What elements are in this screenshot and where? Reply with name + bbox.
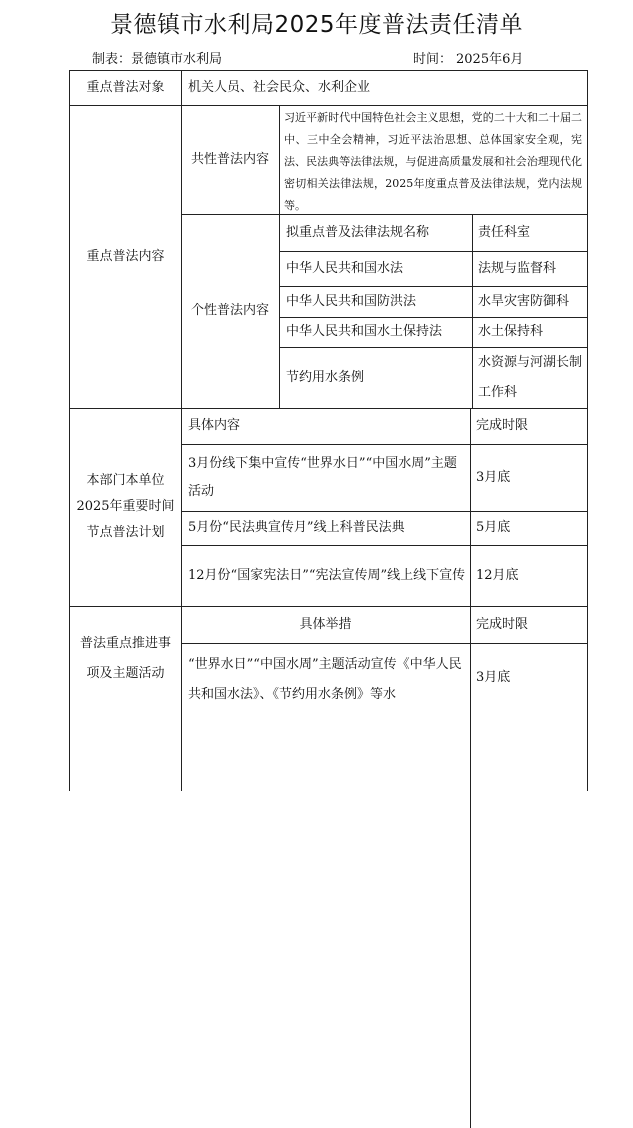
law-name: 中华人民共和国防洪法 bbox=[286, 293, 417, 309]
maker-value: 景德镇市水利局 bbox=[131, 52, 223, 67]
column-divider bbox=[472, 214, 473, 408]
targets-label: 重点普法对象 bbox=[86, 80, 165, 95]
row-divider bbox=[181, 643, 587, 644]
office-header: 责任科室 bbox=[478, 224, 531, 240]
content-label: 重点普法内容 bbox=[86, 248, 165, 264]
targets-value: 机关人员、社会民众、水利企业 bbox=[188, 80, 371, 95]
common-content-text: 习近平新时代中国特色社会主义思想，党的二十大和二十届二中、三中全会精神，习近平法治思想、总体国家安全观，宪法、民法典等法律法规，与促进高质量发展和社会治理现代化密切相关法律法规，2025年度重点普及法律法规，党内法规等。 bbox=[284, 111, 582, 212]
law-name: 节约用水条例 bbox=[286, 369, 365, 385]
column-divider bbox=[470, 408, 471, 1128]
plan-label: 本部门本单位2025年重要时间节点普法计划 bbox=[76, 473, 175, 540]
plan-item-deadline: 12月底 bbox=[476, 567, 519, 583]
law-office: 水旱灾害防御科 bbox=[478, 293, 570, 309]
law-name: 中华人民共和国水法 bbox=[286, 260, 404, 276]
measures-deadline-header: 完成时限 bbox=[476, 616, 529, 632]
time-value: 2025年6月 bbox=[456, 52, 524, 67]
time-label: 时间： bbox=[413, 52, 453, 67]
measures-label: 普法重点推进事项及主题活动 bbox=[79, 636, 171, 681]
law-name: 中华人民共和国水土保持法 bbox=[286, 324, 443, 339]
measures-content-header: 具体举措 bbox=[299, 616, 352, 632]
plan-item-content: 3月份线下集中宣传“世界水日”“中国水周”主题活动 bbox=[188, 455, 457, 499]
time-line bbox=[413, 48, 523, 67]
plan-item-content: 5月份“民法典宣传月”线上科普民法典 bbox=[188, 520, 405, 535]
maker-label: 制表： bbox=[92, 52, 132, 67]
law-office: 法规与监督科 bbox=[478, 260, 557, 276]
plan-item-deadline: 3月底 bbox=[476, 469, 511, 485]
column-divider bbox=[279, 105, 280, 408]
responsibility-table bbox=[69, 70, 588, 791]
individual-content-label: 个性普法内容 bbox=[190, 303, 269, 318]
measure-item-content: “世界水日”“中国水周”主题活动宣传《中华人民共和国水法》、《节约用水条例》等水 bbox=[188, 657, 462, 702]
plan-item-deadline: 5月底 bbox=[476, 520, 511, 535]
law-office: 水土保持科 bbox=[478, 324, 544, 339]
law-office: 水资源与河湖长制工作科 bbox=[478, 354, 583, 400]
common-content-label: 共性普法内容 bbox=[190, 151, 269, 167]
plan-deadline-header: 完成时限 bbox=[476, 418, 529, 433]
law-name-header: 拟重点普及法律法规名称 bbox=[286, 224, 430, 240]
plan-item-content: 12月份“国家宪法日”“宪法宣传周”线上线下宣传 bbox=[188, 567, 466, 583]
measure-item-deadline: 3月底 bbox=[476, 670, 511, 685]
document-title: 景德镇市水利局2025年度普法责任清单 bbox=[109, 12, 524, 38]
maker-line bbox=[92, 48, 222, 67]
plan-content-header: 具体内容 bbox=[188, 418, 241, 433]
